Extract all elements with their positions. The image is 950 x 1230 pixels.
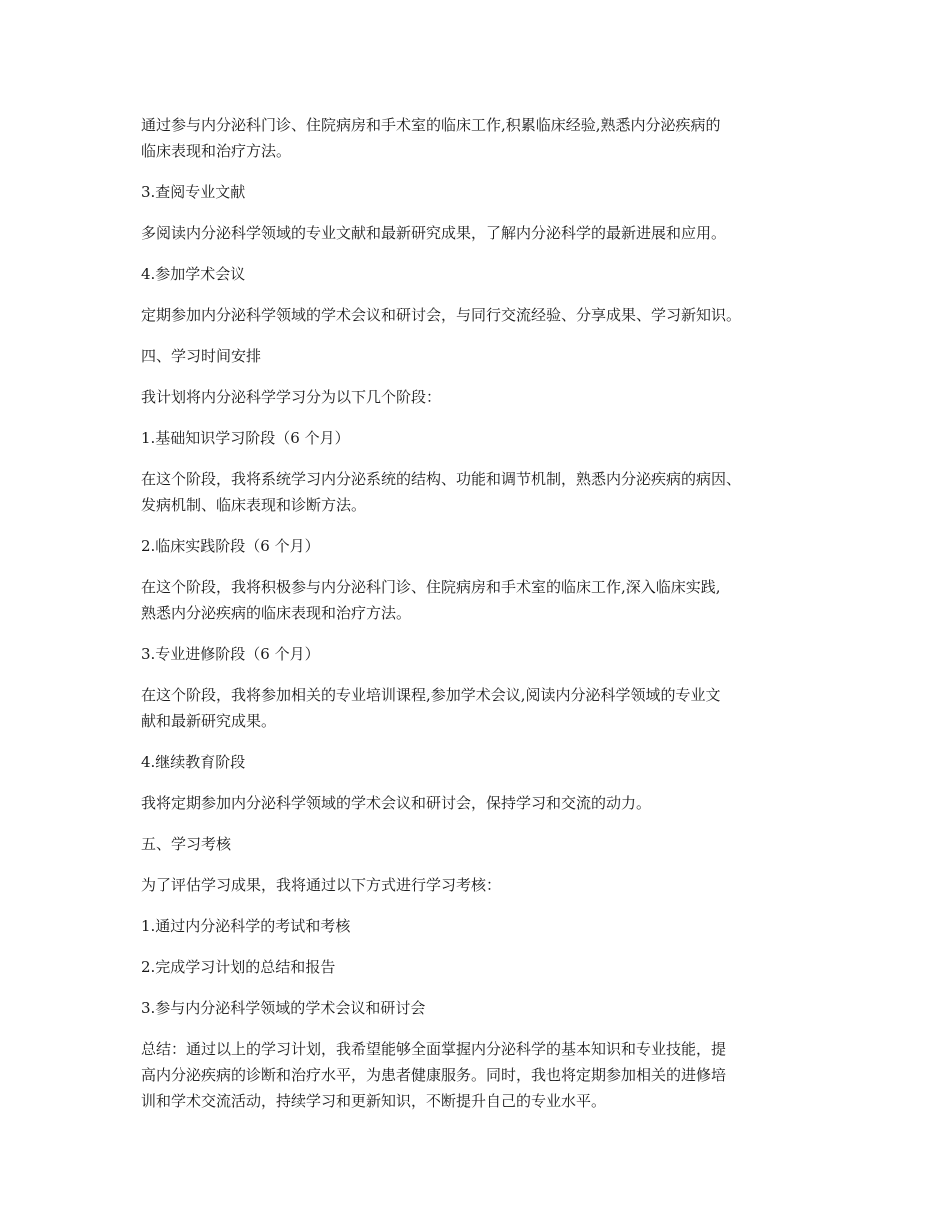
list-item-conference: 3.参与内分泌科学领域的学术会议和研讨会	[141, 999, 426, 1017]
list-item-report: 2.完成学习计划的总结和报告	[141, 958, 336, 976]
section-heading-assessment: 五、学习考核	[141, 835, 232, 853]
paragraph-conference: 定期参加内分泌科学领域的学术会议和研讨会，与同行交流经验、分享成果、学习新知识。	[141, 306, 742, 324]
paragraph-schedule-intro: 我计划将内分泌科学学习分为以下几个阶段：	[141, 388, 442, 406]
paragraph-assessment-intro: 为了评估学习成果，我将通过以下方式进行学习考核：	[141, 876, 502, 894]
item-heading-conference: 4.参加学术会议	[141, 265, 246, 283]
paragraph-summary: 总结：通过以上的学习计划，我希望能够全面掌握内分泌科学的基本知识和专业技能，提 高内分泌疾病的诊断和治疗水平，为患者健康服务。同时，我也将定期参加相关的进修培 训和学术交流活动，持续学习和更新知识，不断提升自己的专业水平。	[141, 1040, 727, 1110]
list-item-exam: 1.通过内分泌科学的考试和考核	[141, 917, 351, 935]
paragraph-stage-advanced: 在这个阶段，我将参加相关的专业培训课程,参加学术会议,阅读内分泌科学领域的专业文 献和最新研究成果。	[141, 686, 721, 730]
paragraph-stage-clinical: 在这个阶段，我将积极参与内分泌科门诊、住院病房和手术室的临床工作,深入临床实践, 熟悉内分泌疾病的临床表现和治疗方法。	[141, 578, 721, 622]
item-heading-literature: 3.查阅专业文献	[141, 183, 246, 201]
section-heading-schedule: 四、学习时间安排	[141, 347, 262, 365]
paragraph-stage-continuing: 我将定期参加内分泌科学领域的学术会议和研讨会，保持学习和交流的动力。	[141, 794, 652, 812]
stage-heading-basic: 1.基础知识学习阶段（6 个月）	[141, 429, 350, 447]
paragraph-literature: 多阅读内分泌科学领域的专业文献和最新研究成果，了解内分泌科学的最新进展和应用。	[141, 224, 727, 242]
stage-heading-advanced: 3.专业进修阶段（6 个月）	[141, 645, 320, 663]
document-body	[141, 112, 821, 1129]
paragraph-clinical-work: 通过参与内分泌科门诊、住院病房和手术室的临床工作,积累临床经验,熟悉内分泌疾病的 临床表现和治疗方法。	[141, 116, 721, 160]
paragraph-stage-basic: 在这个阶段，我将系统学习内分泌系统的结构、功能和调节机制，熟悉内分泌疾病的病因、 发病机制、临床表现和诊断方法。	[141, 470, 742, 514]
stage-heading-continuing: 4.继续教育阶段	[141, 753, 246, 771]
stage-heading-clinical: 2.临床实践阶段（6 个月）	[141, 537, 320, 555]
